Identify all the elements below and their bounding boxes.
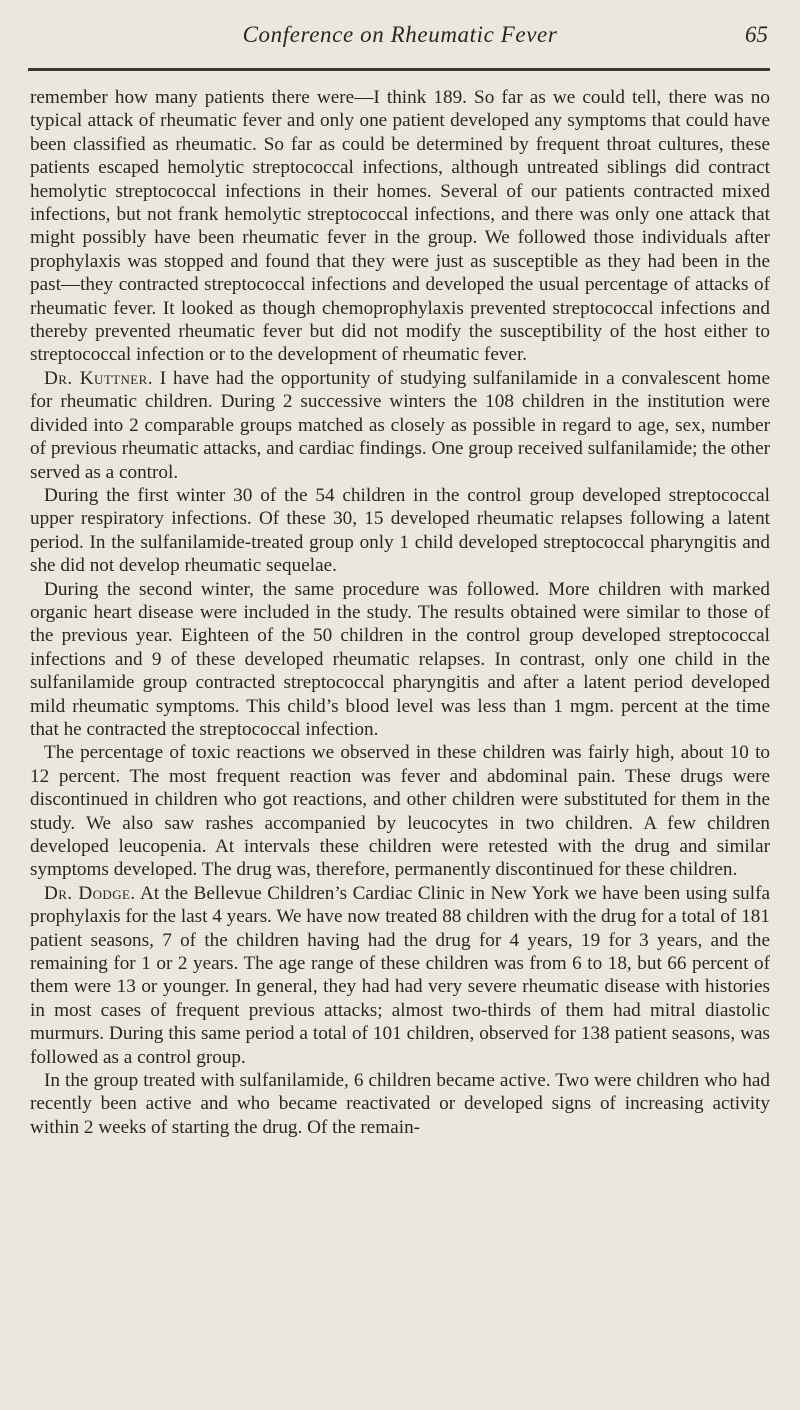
paragraph: [30, 367, 770, 484]
paragraph: [30, 882, 770, 1069]
paragraph-text: remember how many patients there were—I think 189. So far as we could tell, there was no typical attack of rheumatic fever and only one patient developed any symptoms that could have been classified as rheumatic. So far as could be determined by frequent throat cultures, these patients escaped hemolytic streptococcal infections, although untreated siblings did contract hemolytic streptococcal infections in their homes. Several of our patients contracted mixed infections, but not frank hemolytic streptococcal infections, and there was only one attack that might possibly have been rheumatic fever in the group. We followed those individuals after prophylaxis was stopped and found that they were just as susceptible as they had been in the past—they contracted streptococcal infections and developed the usual percentage of attacks of rheumatic fever. It looked as though chemoprophylaxis prevented streptococcal infections and thereby prevented rheumatic fever but did not modify the susceptibility of the host either to streptococcal infection or to the development of rheumatic fever.: [30, 87, 770, 366]
paragraph: [30, 86, 770, 367]
body-text: [30, 86, 770, 1139]
header-rule: [28, 68, 770, 71]
running-title: Conference on Rheumatic Fever: [242, 22, 558, 47]
paragraph-text: The percentage of toxic reactions we observed in these children was fairly high, about 10 to 12 percent. The most frequent reaction was fever and abdominal pain. These drugs were discontinued in children who got reactions, and other children were substituted for them in the study. We also saw rashes accompanied by leucocytes in two children. A few children developed leucopenia. At intervals these children were retested with the drug and similar symptoms developed. The drug was, therefore, permanently discontinued for these children.: [30, 742, 770, 881]
paragraph: [30, 484, 770, 578]
paragraph-text: I have had the opportunity of studying sulfanilamide in a convalescent home for rheumatic children. During 2 successive winters the 108 children in the institution were divided into 2 comparable groups matched as closely as possible in regard to age, sex, number of previous rheumatic attacks, and cardiac findings. One group received sulfanilamide; the other served as a control.: [30, 367, 770, 483]
paragraph-text: During the first winter 30 of the 54 children in the control group developed streptococcal upper respiratory infections. Of these 30, 15 developed rheumatic relapses following a latent period. In the sulfanilamide-treated group only 1 child developed streptococcal pharyngitis and she did not develop rheumatic sequelae.: [30, 484, 770, 577]
speaker-name: Dr. Dodge.: [44, 882, 136, 904]
paragraph: [30, 1069, 770, 1139]
paragraph: [30, 741, 770, 881]
paragraph-text: In the group treated with sulfanilamide, 6 children became active. Two were children who had recently been active and who became reactivated or developed signs of increasing activity within 2 weeks of starting the drug. Of the remain-: [30, 1070, 770, 1138]
speaker-name: Dr. Kuttner.: [44, 367, 153, 389]
page-number: 65: [745, 22, 768, 47]
running-head: [30, 22, 770, 58]
paragraph: [30, 578, 770, 742]
paragraph-text: At the Bellevue Children’s Cardiac Clinic in New York we have been using sulfa prophylaxis for the last 4 years. We have now treated 88 children with the drug for a total of 181 patient seasons, 7 of the children having had the drug for 4 years, 19 for 3 years, and the remaining for 1 or 2 years. The age range of these children was from 6 to 18, but 66 percent of them were 13 or younger. In general, they had had very severe rheumatic disease with histories in most cases of frequent previous attacks; almost two-thirds of them had mitral diastolic murmurs. During this same period a total of 101 children, observed for 138 patient seasons, was followed as a control group.: [30, 882, 770, 1068]
paragraph-text: During the second winter, the same procedure was followed. More children with marked organic heart disease were included in the study. The results obtained were similar to those of the previous year. Eighteen of the 50 children in the control group developed streptococcal infections and 9 of these developed rheumatic relapses. In contrast, only one child in the sulfanilamide group contracted streptococcal pharyngitis and after a latent period developed mild rheumatic symptoms. This child’s blood level was less than 1 mgm. percent at the time that he contracted the streptococcal infection.: [30, 578, 770, 740]
